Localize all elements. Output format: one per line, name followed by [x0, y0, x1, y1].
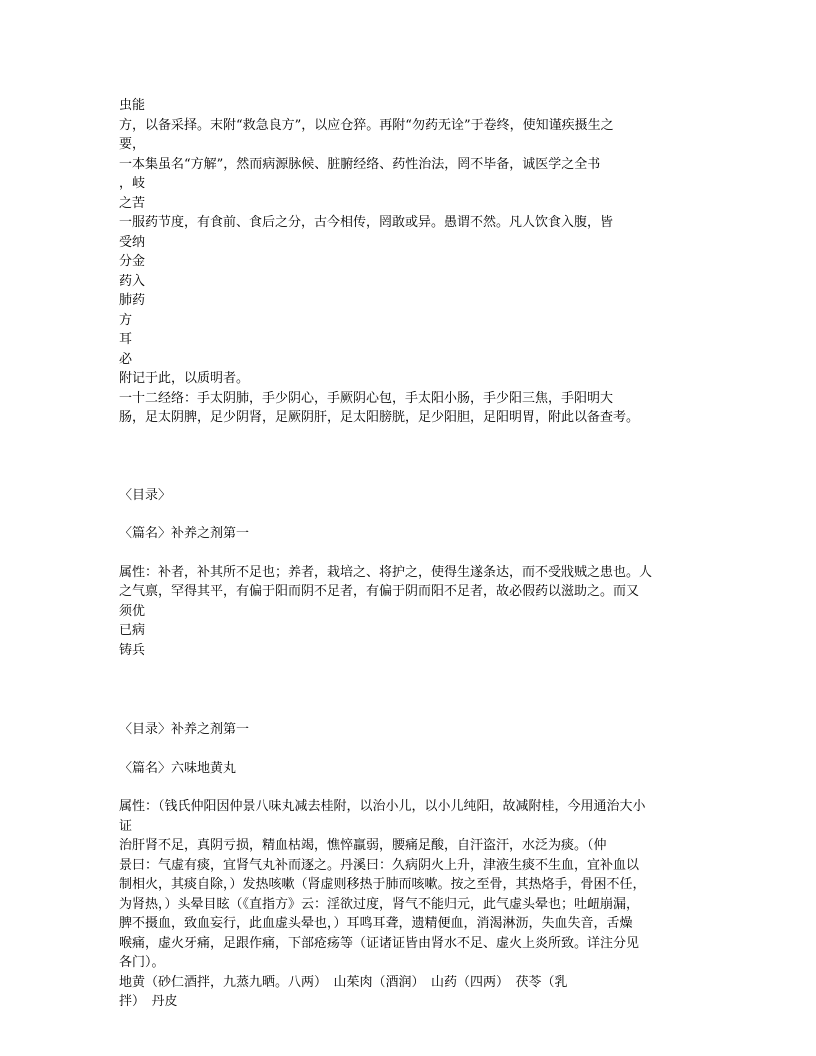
- section-gap: [119, 660, 699, 720]
- text-line: 已病: [119, 623, 146, 638]
- text-line: 方: [119, 312, 133, 328]
- line-gap: [119, 505, 699, 524]
- section-liuwei-dihuang: [119, 720, 699, 1012]
- text-line: 为肾热，）头晕目眩（《直指方》云：淫欲过度，肾气不能归元，此气虚头晕也；吐衄崩漏，: [119, 896, 640, 912]
- text-line: 一服药节度，有食前、食后之分，古今相传，罔敢或异。愚谓不然。凡人饮食入腹，皆: [119, 215, 614, 230]
- text-line: 之气禀，罕得其平，有偏于阳而阴不足者，有偏于阴而阳不足者，故必假药以滋助之。而又: [119, 584, 640, 599]
- toc-label: 〈目录〉: [119, 487, 172, 503]
- text-line: 景曰：气虚有痰，宜肾气丸补而逐之。丹溪曰：久病阴火上升，津液生痰不生血，宜补血以: [119, 857, 640, 873]
- text-line: 铸兵: [119, 642, 146, 658]
- text-line: 肺药: [119, 293, 146, 308]
- text-line: 拌） 丹皮: [119, 994, 178, 1009]
- text-line: 属性：（钱氏仲阳因仲景八味丸减去桂附，以治小儿，以小儿纯阳，故减附桂，今用通治大小: [119, 799, 646, 814]
- text-line: 属性：补者，补其所不足也；养者，栽培之、将护之，使得生遂条达，而不受戕贼之患也。人: [119, 564, 653, 580]
- chapter-title: 〈篇名〉补养之剂第一: [119, 526, 250, 541]
- toc-label: 〈目录〉补养之剂第一: [119, 722, 250, 737]
- text-line: 分金: [119, 254, 146, 269]
- text-line: 之苦: [119, 195, 146, 211]
- text-line: 各门）。: [119, 955, 165, 970]
- text-line: 药入: [119, 273, 146, 289]
- text-line: 肠，足太阴脾，足少阴肾，足厥阴肝，足太阳膀胱，足少阳胆，足阳明胃，附此以备查考。: [119, 410, 640, 425]
- text-line: 证: [119, 818, 133, 834]
- line-gap: [119, 544, 699, 563]
- text-line: 治肝肾不足，真阴亏损，精血枯竭，憔悴羸弱，腰痛足酸，自汗盗汗，水泛为痰。（仲: [119, 838, 607, 853]
- text-line: 必: [119, 351, 133, 367]
- text-line: 脾不摄血，致血妄行，此血虚头晕也，）耳鸣耳聋，遗精便血，消渴淋沥，失血失音，舌燥: [119, 916, 633, 931]
- text-line: 要，: [119, 137, 146, 152]
- section-preface: [119, 96, 699, 428]
- text-line: 耳: [119, 332, 133, 347]
- text-line: 方，以备采择。末附“救急良方”，以应仓猝。再附“勿药无诠”于卷终，使知谨疾摄生之: [119, 117, 614, 133]
- section-gap: [119, 428, 699, 486]
- document-page: [119, 96, 699, 1012]
- text-line: 附记于此，以质明者。: [119, 371, 250, 386]
- line-gap: [119, 778, 699, 797]
- text-line: 地黄（砂仁酒拌，九蒸九晒。八两） 山茱肉（酒润） 山药（四两） 茯苓（乳: [119, 974, 568, 990]
- text-line: ，岐: [119, 176, 146, 191]
- text-line: 制相火，其痰自除，）发热咳嗽（肾虚则移热于肺而咳嗽。按之至骨，其热烙手，骨困不任，: [119, 877, 646, 892]
- line-gap: [119, 740, 699, 759]
- text-line: 一十二经络：手太阴肺，手少阴心，手厥阴心包，手太阳小肠，手少阳三焦，手阳明大: [119, 390, 614, 406]
- section-tonic-intro: [119, 486, 699, 661]
- text-line: 须优: [119, 603, 146, 619]
- text-line: 虫能: [119, 98, 146, 113]
- text-line: 一本集虽名“方解”，然而病源脉候、脏腑经络、药性治法，罔不毕备，诚医学之全书: [119, 156, 601, 172]
- chapter-title: 〈篇名〉六味地黄丸: [119, 760, 237, 776]
- text-line: 喉痛，虚火牙痛，足跟作痛，下部疮疡等（证诸证皆由肾水不足、虚火上炎所致。详注分见: [119, 935, 640, 951]
- text-line: 受纳: [119, 234, 146, 250]
